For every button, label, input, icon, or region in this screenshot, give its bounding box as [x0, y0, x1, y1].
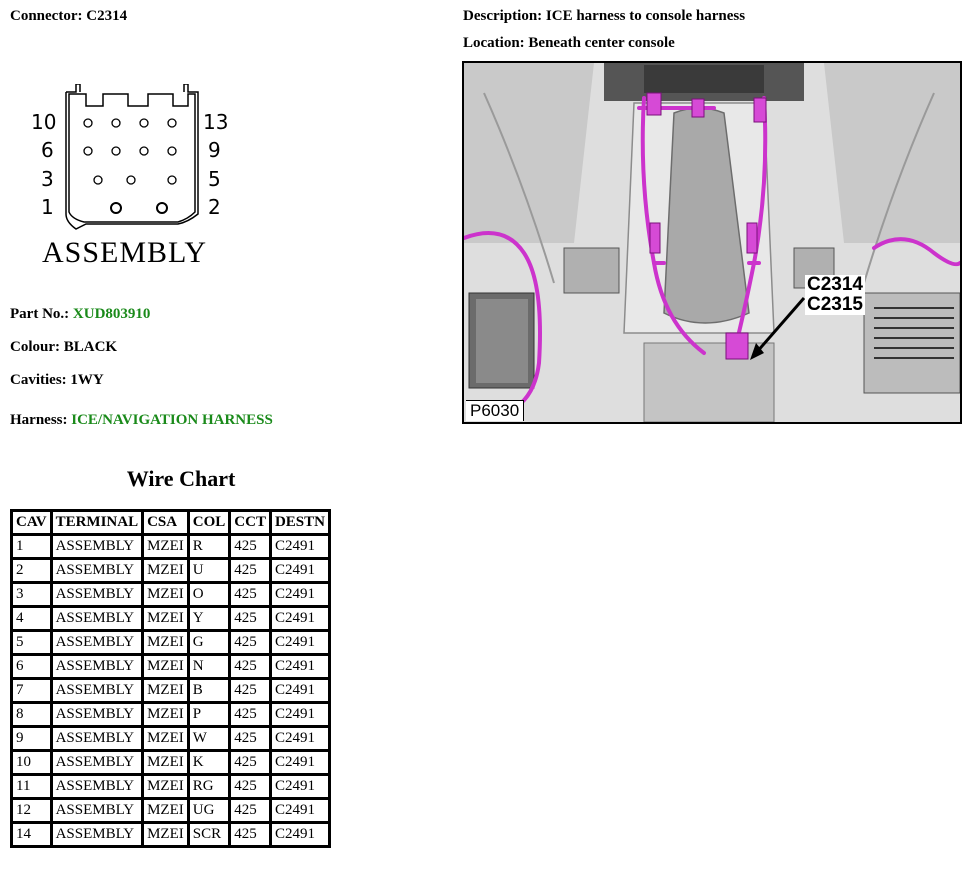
location-value: Beneath center console	[528, 35, 675, 51]
table-row	[13, 536, 328, 557]
cell-destn: C2491	[272, 752, 328, 773]
cell-col: N	[190, 656, 229, 677]
part-no-link[interactable]: XUD803910	[72, 306, 151, 322]
cell-csa: MZEI	[144, 536, 187, 557]
cell-col: R	[190, 536, 229, 557]
cell-cav: 5	[13, 632, 50, 653]
cavities-line	[10, 372, 104, 389]
cell-cct: 425	[231, 800, 269, 821]
cell-cct: 425	[231, 536, 269, 557]
cell-terminal: ASSEMBLY	[53, 800, 142, 821]
cell-destn: C2491	[272, 608, 328, 629]
cell-col: K	[190, 752, 229, 773]
cell-col: G	[190, 632, 229, 653]
wire-chart-title: Wire Chart	[126, 466, 236, 491]
cell-destn: C2491	[272, 776, 328, 797]
cell-csa: MZEI	[144, 824, 187, 845]
cell-terminal: ASSEMBLY	[53, 776, 142, 797]
pin-label-6: 6	[41, 138, 54, 162]
cell-destn: C2491	[272, 560, 328, 581]
header-destn: DESTN	[272, 512, 328, 533]
cell-cct: 425	[231, 632, 269, 653]
cell-csa: MZEI	[144, 752, 187, 773]
table-row	[13, 680, 328, 701]
table-row	[13, 752, 328, 773]
cell-cct: 425	[231, 608, 269, 629]
header-col: COL	[190, 512, 229, 533]
pin-label-13: 13	[203, 110, 229, 134]
description-line	[463, 8, 745, 25]
colour-label: Colour:	[10, 339, 60, 355]
cell-col: B	[190, 680, 229, 701]
cell-cav: 4	[13, 608, 50, 629]
description-label: Description:	[463, 8, 543, 24]
cell-csa: MZEI	[144, 704, 187, 725]
cell-col: W	[190, 728, 229, 749]
cell-terminal: ASSEMBLY	[53, 560, 142, 581]
cell-terminal: ASSEMBLY	[53, 608, 142, 629]
cell-cav: 12	[13, 800, 50, 821]
cell-col: O	[190, 584, 229, 605]
cell-destn: C2491	[272, 536, 328, 557]
table-row	[13, 584, 328, 605]
cell-cct: 425	[231, 680, 269, 701]
cell-cct: 425	[231, 560, 269, 581]
wire-chart-table	[10, 509, 331, 848]
cell-cct: 425	[231, 824, 269, 845]
location-label: Location:	[463, 35, 525, 51]
cell-col: Y	[190, 608, 229, 629]
location-line	[463, 35, 675, 52]
cell-terminal: ASSEMBLY	[53, 536, 142, 557]
cell-csa: MZEI	[144, 656, 187, 677]
cell-terminal: ASSEMBLY	[53, 680, 142, 701]
cell-cav: 3	[13, 584, 50, 605]
description-value: ICE harness to console harness	[545, 8, 746, 24]
colour-value: BLACK	[63, 339, 118, 355]
table-row	[13, 704, 328, 725]
cell-terminal: ASSEMBLY	[53, 824, 142, 845]
pin-label-9: 9	[208, 138, 221, 162]
cavities-value: 1WY	[70, 372, 104, 388]
cell-cav: 10	[13, 752, 50, 773]
cell-destn: C2491	[272, 584, 328, 605]
diagram-caption: ASSEMBLY	[42, 236, 208, 269]
table-row	[13, 728, 328, 749]
cell-csa: MZEI	[144, 608, 187, 629]
cell-destn: C2491	[272, 824, 328, 845]
table-row	[13, 632, 328, 653]
cell-col: U	[190, 560, 229, 581]
cell-cct: 425	[231, 776, 269, 797]
cell-cct: 425	[231, 704, 269, 725]
cell-destn: C2491	[272, 656, 328, 677]
table-row	[13, 608, 328, 629]
cell-terminal: ASSEMBLY	[53, 704, 142, 725]
cell-terminal: ASSEMBLY	[53, 752, 142, 773]
pin-label-5: 5	[208, 167, 221, 191]
cell-cav: 6	[13, 656, 50, 677]
cell-csa: MZEI	[144, 560, 187, 581]
table-row	[13, 656, 328, 677]
header-cct: CCT	[231, 512, 269, 533]
cell-cct: 425	[231, 584, 269, 605]
pin-label-2: 2	[208, 195, 221, 219]
pin-label-10: 10	[31, 110, 57, 134]
cell-cav: 1	[13, 536, 50, 557]
cell-cav: 9	[13, 728, 50, 749]
harness-link[interactable]: ICE/NAVIGATION HARNESS	[71, 412, 273, 428]
cell-cct: 425	[231, 656, 269, 677]
table-row	[13, 776, 328, 797]
pin-label-1: 1	[41, 195, 54, 219]
cell-terminal: ASSEMBLY	[53, 728, 142, 749]
cell-csa: MZEI	[144, 632, 187, 653]
header-terminal: TERMINAL	[53, 512, 142, 533]
header-csa: CSA	[144, 512, 187, 533]
cell-csa: MZEI	[144, 584, 187, 605]
part-no-line	[10, 306, 150, 323]
cell-terminal: ASSEMBLY	[53, 656, 142, 677]
location-photo	[462, 61, 962, 424]
cell-col: SCR	[190, 824, 229, 845]
table-row	[13, 824, 328, 845]
cell-destn: C2491	[272, 680, 328, 701]
cell-cct: 425	[231, 728, 269, 749]
cell-col: UG	[190, 800, 229, 821]
cell-csa: MZEI	[144, 776, 187, 797]
harness-line	[10, 412, 273, 429]
photo-callout	[805, 275, 865, 315]
pin-label-3: 3	[41, 167, 54, 191]
cell-cct: 425	[231, 752, 269, 773]
cell-cav: 11	[13, 776, 50, 797]
callout-c2314: C2314	[807, 274, 863, 295]
harness-label: Harness:	[10, 412, 68, 428]
connector-line	[10, 8, 127, 25]
wire-chart-header-row	[13, 512, 328, 533]
cell-cav: 14	[13, 824, 50, 845]
cell-destn: C2491	[272, 800, 328, 821]
cell-terminal: ASSEMBLY	[53, 584, 142, 605]
table-row	[13, 800, 328, 821]
callout-c2315: C2315	[807, 294, 863, 315]
cell-csa: MZEI	[144, 680, 187, 701]
cell-terminal: ASSEMBLY	[53, 632, 142, 653]
table-row	[13, 560, 328, 581]
connector-face-diagram	[28, 84, 238, 274]
photo-code: P6030	[466, 400, 524, 421]
part-no-label: Part No.:	[10, 306, 70, 322]
cell-destn: C2491	[272, 704, 328, 725]
colour-line	[10, 339, 117, 356]
connector-value: C2314	[86, 8, 128, 24]
cell-cav: 2	[13, 560, 50, 581]
cell-csa: MZEI	[144, 800, 187, 821]
cell-col: P	[190, 704, 229, 725]
cell-destn: C2491	[272, 728, 328, 749]
cell-csa: MZEI	[144, 728, 187, 749]
cell-cav: 8	[13, 704, 50, 725]
connector-label: Connector:	[10, 8, 83, 24]
cell-col: RG	[190, 776, 229, 797]
header-cav: CAV	[13, 512, 50, 533]
cell-cav: 7	[13, 680, 50, 701]
cell-destn: C2491	[272, 632, 328, 653]
cavities-label: Cavities:	[10, 372, 67, 388]
